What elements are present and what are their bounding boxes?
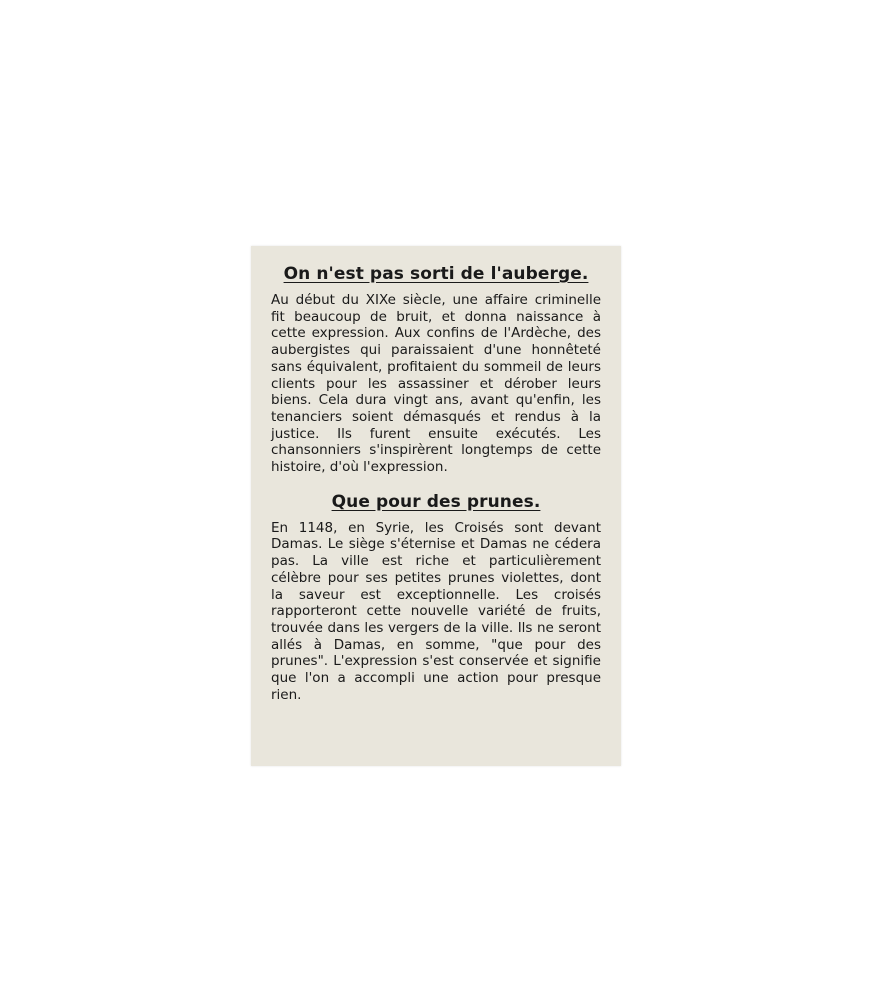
section-title-prunes: Que pour des prunes. <box>331 491 541 512</box>
section-text-prunes: En 1148, en Syrie, les Croisés sont devant Damas. Le siège s'éternise et Damas ne cédera pas. La ville est riche et particulièrement célèbre pour ses petites prunes violettes, dont la saveur est exceptionnelle. Les croisés rapporteront cette nouvelle variété de fruits, trouvée dans les vergers de la ville. Ils ne seront allés à Damas, en somme, "que pour des prunes". L'expression s'est conservée et signifie que l'on a accompli une action pour presque rien. <box>271 519 601 703</box>
expression-card <box>251 246 621 766</box>
section-text-auberge: Au début du XIXe siècle, une affaire criminelle fit beaucoup de bruit, et donna naissance à cette expression. Aux confins de l'Ardèche, des aubergistes qui paraissaient d'une honnêteté sans équivalent, profitaient du sommeil de leurs clients pour les assassiner et dérober leurs biens. Cela dura vingt ans, avant qu'enfin, les tenanciers soient démasqués et rendus à la justice. Ils furent ensuite exécutés. Les chansonniers s'inspirèrent longtemps de cette histoire, d'où l'expression. <box>271 292 601 476</box>
section-title-auberge: On n'est pas sorti de l'auberge. <box>283 264 589 284</box>
